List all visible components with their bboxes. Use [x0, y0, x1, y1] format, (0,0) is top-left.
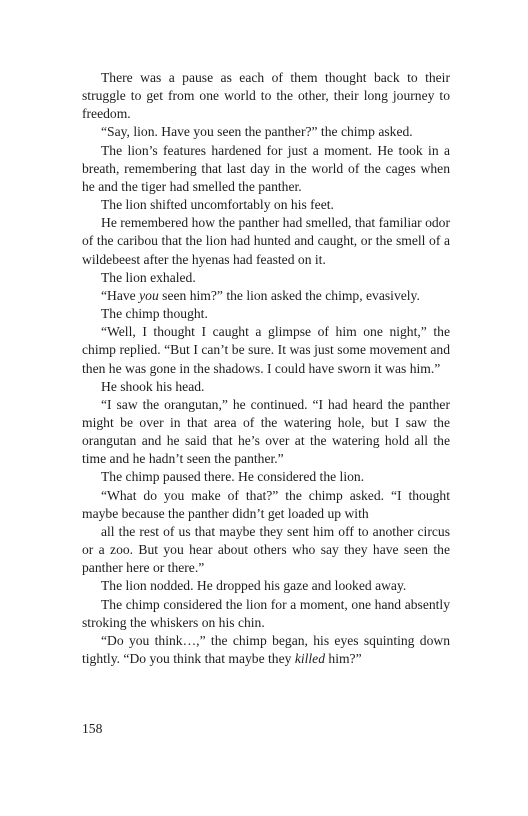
paragraph: “Say, lion. Have you seen the panther?” the chimp asked. — [101, 124, 413, 140]
paragraph: all the rest of us that maybe they sent him off to another circus or a zoo. But you hear about others who say they have seen the panther here or there.” — [82, 523, 450, 576]
emphasis: killed — [294, 651, 326, 666]
paragraph: The chimp thought. — [101, 306, 208, 322]
paragraph: The lion nodded. He dropped his gaze and looked away. — [101, 578, 407, 594]
paragraph: “Have you seen him?” the lion asked the chimp, evasively. — [101, 287, 420, 303]
paragraph: The chimp considered the lion for a moment, one hand absently stroking the whiskers on his chin. — [82, 596, 450, 630]
paragraph: The lion’s features hardened for just a moment. He took in a breath, remembering that last day in the world of the cages when he and the tiger had smelled the panther. — [82, 142, 450, 194]
paragraph: There was a pause as each of them thought back to their struggle to get from one world to the other, their long journey to freedom. — [82, 70, 450, 122]
paragraph: “Do you think…,” the chimp began, his eyes squinting down tightly. “Do you think that maybe they killed him?” — [82, 632, 450, 666]
emphasis: you — [139, 287, 159, 303]
paragraph: The lion shifted uncomfortably on his feet. — [101, 197, 334, 213]
paragraph: He remembered how the panther had smelled, that familiar odor of the caribou that the lion had hunted and caught, or the smell of a wildebeest after the hyenas had feasted on it. — [82, 215, 450, 267]
page-body — [82, 69, 450, 668]
paragraph: “What do you make of that?” the chimp asked. “I thought maybe because the panther didn’t get loaded up with — [82, 487, 450, 521]
paragraph: “I saw the orangutan,” he continued. “I had heard the panther might be over in that area of the watering hole, but I saw the orangutan and he said that he’s over at the watering hold all the time and he hadn’t seen the panther.” — [82, 396, 450, 467]
paragraph: He shook his head. — [101, 378, 205, 394]
paragraph: The chimp paused there. He considered the lion. — [101, 469, 365, 485]
page-number: 158 — [82, 721, 103, 736]
paragraph: The lion exhaled. — [101, 269, 196, 285]
paragraph: “Well, I thought I caught a glimpse of him one night,” the chimp replied. “But I can’t be sure. It was just some movement and then he was gone in the shadows. I could have sworn it was him.” — [82, 324, 450, 376]
